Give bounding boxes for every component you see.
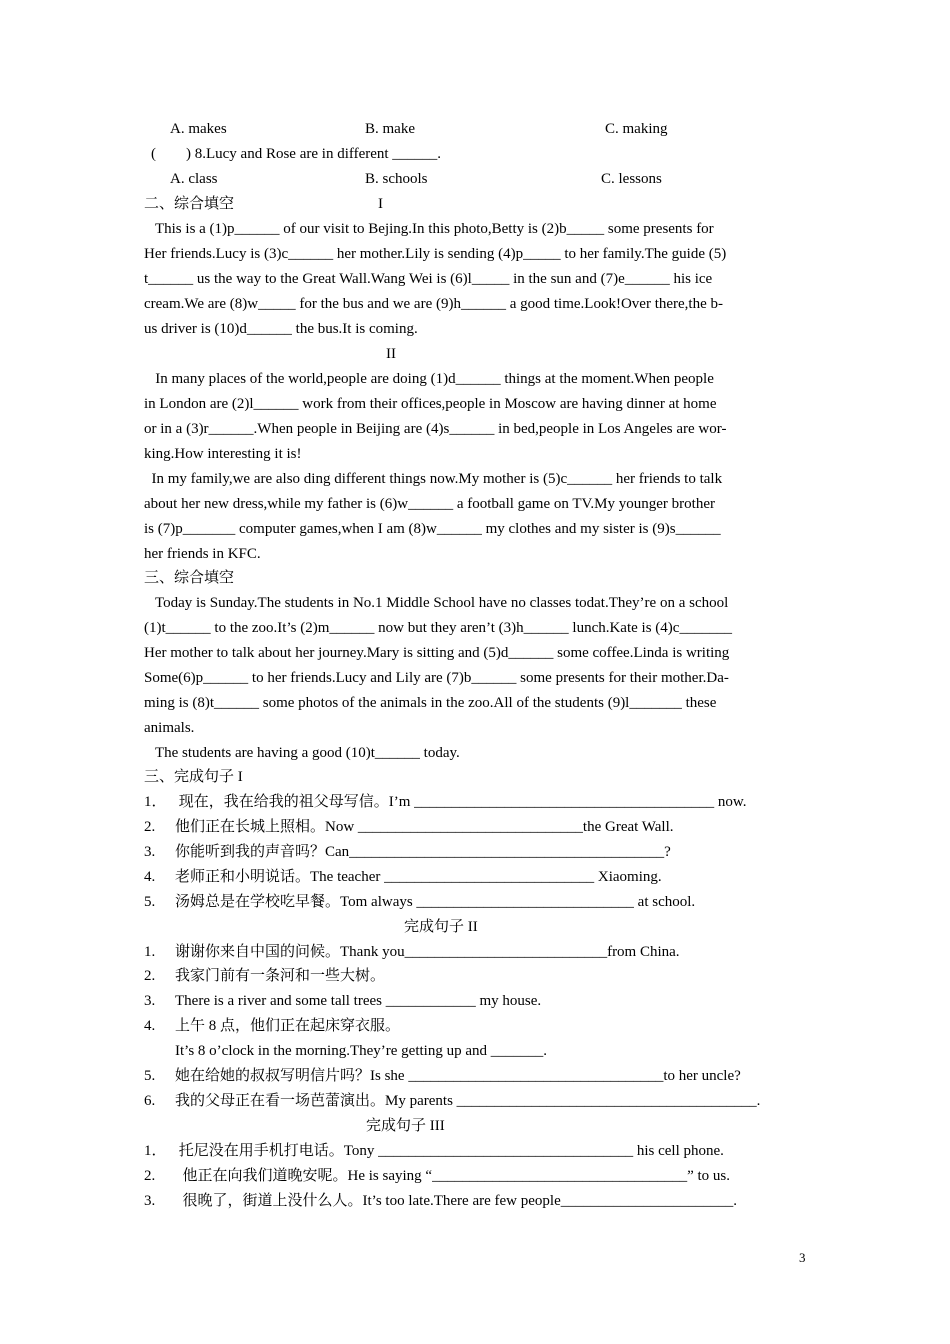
q8-option-b: B. schools bbox=[365, 171, 428, 187]
item-number: 2. bbox=[144, 1168, 156, 1184]
paragraph-line: The students are having a good (10)t______ today. bbox=[144, 745, 460, 761]
sentence-item: 我的父母正在看一场芭蕾演出。My parents ________________________________________. bbox=[175, 1093, 761, 1109]
paragraph-line: Her mother to talk about her journey.Mary is sitting and (5)d______ some coffee.Linda is writing bbox=[144, 645, 730, 661]
item-number: 2. bbox=[144, 819, 156, 835]
item-number: 3. bbox=[144, 844, 156, 860]
paragraph-line: t______ us the way to the Great Wall.Wang Wei is (6)l_____ in the sun and (7)e______ his ice bbox=[144, 271, 713, 287]
section3-title: 三、综合填空 bbox=[144, 570, 235, 586]
item-number: 1． bbox=[144, 1143, 167, 1159]
sentence-item: 上午 8 点，他们正在起床穿衣服。 bbox=[175, 1018, 401, 1034]
paragraph-line: (1)t______ to the zoo.It’s (2)m______ now but they aren’t (3)h______ lunch.Kate is (4)c_______ bbox=[144, 620, 732, 636]
sentence-item: 你能听到我的声音吗？Can__________________________________________? bbox=[175, 844, 671, 860]
item-number: 5. bbox=[144, 894, 156, 910]
sentence-item: 很晚了，街道上没什么人。It’s too late.There are few people_______________________. bbox=[175, 1193, 737, 1209]
paragraph-line: is (7)p_______ computer games,when I am (8)w______ my clothes and my sister is (9)s______ bbox=[144, 521, 721, 537]
paragraph-line: Her friends.Lucy is (3)c______ her mother.Lily is sending (4)p_____ to her family.The guide (5) bbox=[144, 246, 727, 262]
section6-title: 完成句子 III bbox=[366, 1118, 445, 1134]
sentence-item: 托尼没在用手机打电话。Tony __________________________________ his cell phone. bbox=[175, 1143, 724, 1159]
sentence-item: 现在，我在给我的祖父母写信。I’m ________________________________________ now. bbox=[175, 794, 747, 810]
paragraph-line: about her new dress,while my father is (6)w______ a football game on TV.My younger brother bbox=[144, 496, 715, 512]
page-number: 3 bbox=[799, 1250, 806, 1265]
item-number: 4. bbox=[144, 869, 156, 885]
item-number: 1. bbox=[144, 944, 156, 960]
item-number: 6. bbox=[144, 1093, 156, 1109]
q7-option-c: C. making bbox=[605, 121, 668, 137]
sentence-item: 他们正在长城上照相。Now ______________________________the Great Wall. bbox=[175, 819, 674, 835]
paragraph-line: us driver is (10)d______ the bus.It is coming. bbox=[144, 321, 418, 337]
q7-option-a: A. makes bbox=[170, 121, 227, 137]
sentence-item: 她在给她的叔叔写明信片吗？Is she __________________________________to her uncle? bbox=[175, 1068, 741, 1084]
q7-option-b: B. make bbox=[365, 121, 415, 137]
section4-title: 三、完成句子 I bbox=[144, 769, 243, 785]
paragraph-line: Today is Sunday.The students in No.1 Middle School have no classes todat.They’re on a school bbox=[144, 595, 729, 611]
q8-question: ( ) 8.Lucy and Rose are in different ______. bbox=[151, 146, 442, 162]
paragraph-line: king.How interesting it is! bbox=[144, 446, 302, 462]
sentence-item: 他正在向我们道晚安呢。He is saying “__________________________________” to us. bbox=[175, 1168, 730, 1184]
sentence-item: It’s 8 o’clock in the morning.They’re getting up and _______. bbox=[175, 1043, 548, 1059]
paragraph-line: animals. bbox=[144, 720, 195, 736]
item-number: 4. bbox=[144, 1018, 156, 1034]
item-number: 5. bbox=[144, 1068, 156, 1084]
item-number: 3. bbox=[144, 1193, 156, 1209]
paragraph-line: In many places of the world,people are doing (1)d______ things at the moment.When people bbox=[144, 371, 714, 387]
paragraph-line: cream.We are (8)w_____ for the bus and we are (9)h______ a good time.Look!Over there,the b- bbox=[144, 296, 723, 312]
item-number: 2. bbox=[144, 968, 156, 984]
paragraph-line: In my family,we are also ding different things now.My mother is (5)c______ her friends to talk bbox=[144, 471, 723, 487]
sentence-item: 汤姆总是在学校吃早餐。Tom always _____________________________ at school. bbox=[175, 894, 696, 910]
q8-option-c: C. lessons bbox=[601, 171, 662, 187]
section2-part1-label: I bbox=[378, 196, 383, 212]
paragraph-line: her friends in KFC. bbox=[144, 546, 261, 562]
paragraph-line: or in a (3)r______.When people in Beijing are (4)s______ in bed,people in Los Angeles are wor- bbox=[144, 421, 727, 437]
paragraph-line: ming is (8)t______ some photos of the animals in the zoo.All of the students (9)l_______ these bbox=[144, 695, 717, 711]
q8-option-a: A. class bbox=[170, 171, 218, 187]
paragraph-line: Some(6)p______ to her friends.Lucy and Lily are (7)b______ some presents for their mother.Da- bbox=[144, 670, 729, 686]
section2-part2-label: II bbox=[386, 346, 396, 362]
sentence-item: 我家门前有一条河和一些大树。 bbox=[175, 968, 386, 984]
section5-title: 完成句子 II bbox=[404, 919, 478, 935]
paragraph-line: This is a (1)p______ of our visit to Bejing.In this photo,Betty is (2)b_____ some presents for bbox=[144, 221, 714, 237]
paragraph-line: in London are (2)l______ work from their offices,people in Moscow are having dinner at home bbox=[144, 396, 717, 412]
item-number: 3. bbox=[144, 993, 156, 1009]
sentence-item: 老师正和小明说话。The teacher ____________________________ Xiaoming. bbox=[175, 869, 662, 885]
sentence-item: 谢谢你来自中国的问候。Thank you___________________________from China. bbox=[175, 944, 680, 960]
sentence-item: There is a river and some tall trees ____________ my house. bbox=[175, 993, 542, 1009]
item-number: 1． bbox=[144, 794, 167, 810]
section2-title: 二、综合填空 bbox=[144, 196, 235, 212]
